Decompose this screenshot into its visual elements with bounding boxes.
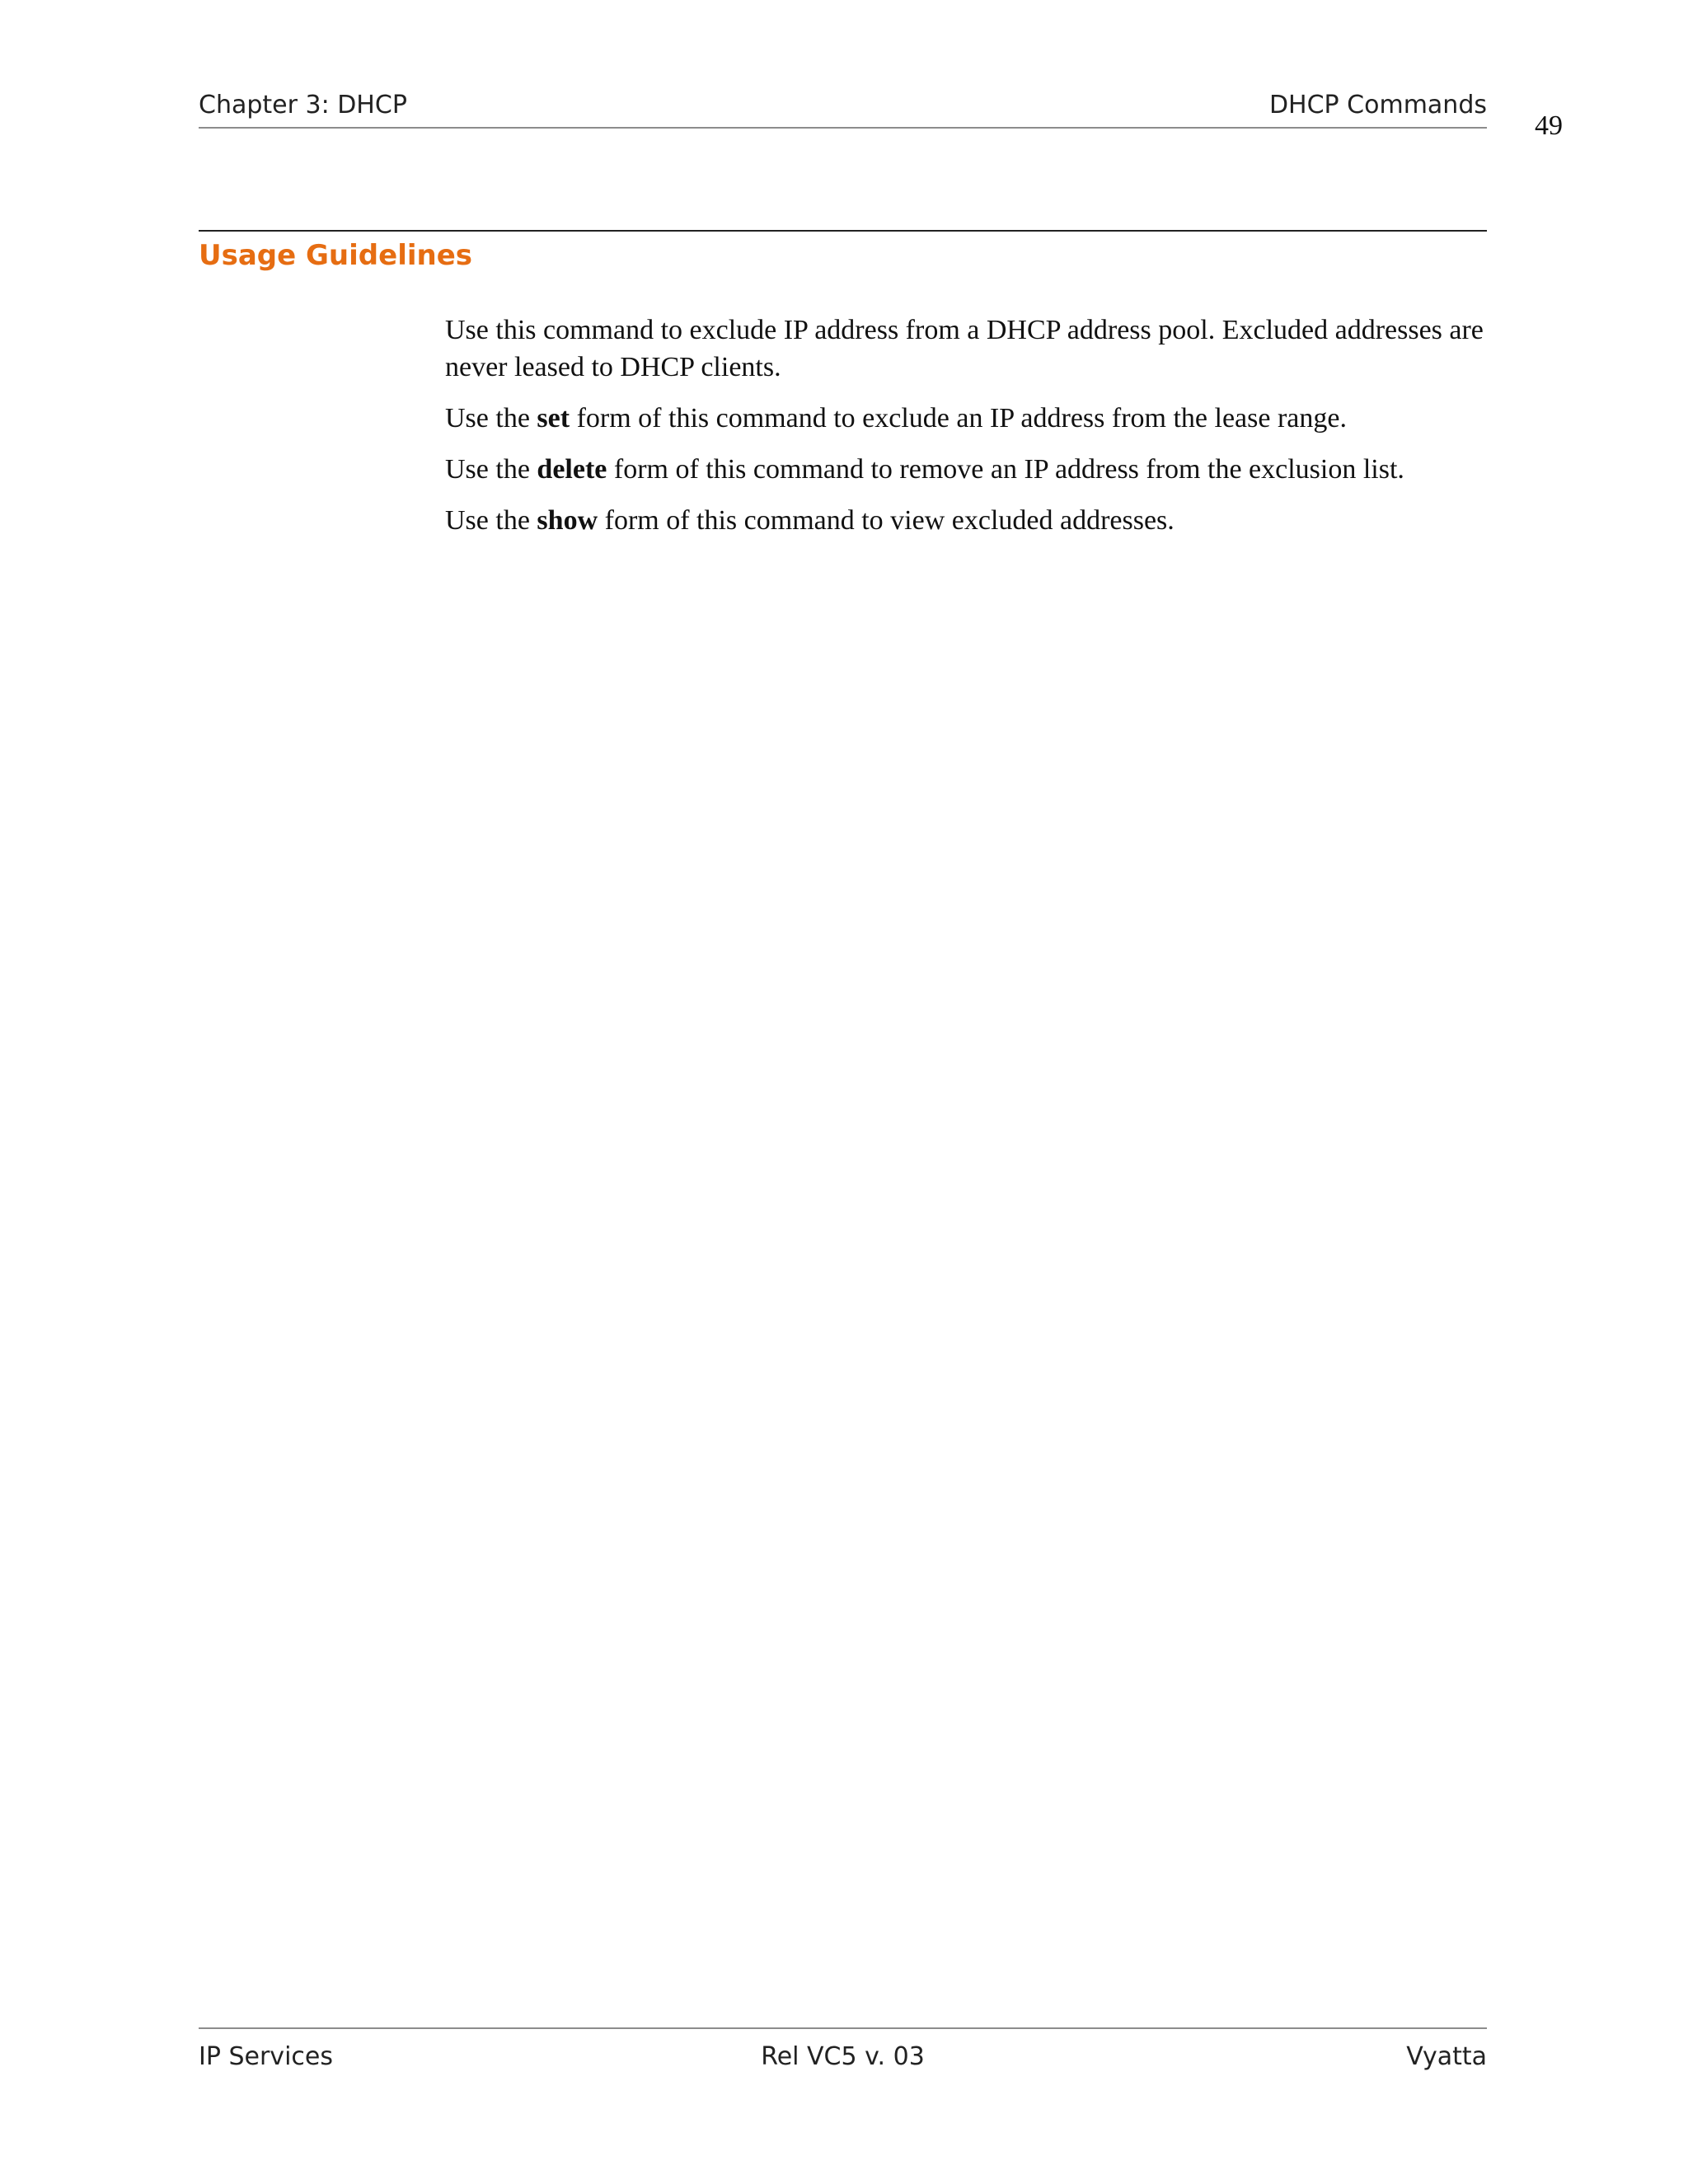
paragraph-delete-form [445, 451, 1487, 488]
paragraph-text-after: form of this command to exclude an IP address from the lease range. [570, 403, 1347, 434]
paragraph-text-before: Use the [445, 403, 537, 434]
paragraph-show-form [445, 502, 1487, 539]
page-number: 49 [1535, 110, 1563, 141]
paragraph-text-before: Use the [445, 454, 537, 485]
section-divider [199, 230, 1487, 232]
footer-release: Rel VC5 v. 03 [761, 2042, 925, 2071]
running-footer [199, 2027, 1487, 2070]
command-keyword-show: show [537, 505, 598, 536]
paragraph-text-after: form of this command to remove an IP address from the exclusion list. [607, 454, 1404, 485]
section-title: DHCP Commands [1268, 91, 1487, 120]
paragraph-description [445, 312, 1487, 386]
command-keyword-delete: delete [537, 454, 607, 485]
paragraph-set-form [445, 400, 1487, 437]
body-text [445, 312, 1487, 553]
paragraph-text: Use this command to exclude IP address from a DHCP address pool. Excluded addresses are never leased to DHCP clients. [445, 315, 1484, 382]
section-heading: Usage Guidelines [199, 239, 472, 272]
footer-vendor: Vyatta [1406, 2042, 1487, 2071]
footer-product: IP Services [199, 2042, 333, 2071]
command-keyword-set: set [537, 403, 570, 434]
paragraph-text-before: Use the [445, 505, 537, 536]
chapter-title: Chapter 3: DHCP [199, 91, 407, 120]
running-header [199, 91, 1487, 129]
paragraph-text-after: form of this command to view excluded addresses. [598, 505, 1175, 536]
